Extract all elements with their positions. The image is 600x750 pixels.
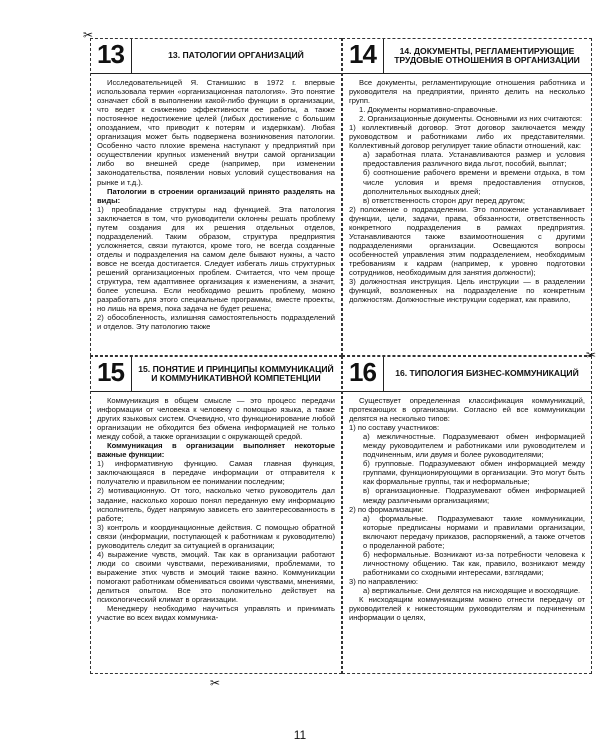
list-item: 2) обособленность, излишняя самостоятельность подразделений и отделов. Эту патологию также bbox=[97, 313, 335, 332]
list-item: 3) по направлению: bbox=[349, 576, 419, 586]
card-16 bbox=[342, 356, 592, 674]
number-box bbox=[91, 357, 132, 391]
card-body bbox=[91, 74, 341, 331]
card-15 bbox=[90, 356, 342, 674]
card-header bbox=[343, 39, 591, 74]
paragraph-heading: Патологии в строении организаций принято разделять на виды: bbox=[97, 186, 335, 205]
list-item: 2) по формализации: bbox=[349, 504, 424, 514]
paragraph: 1. Документы нормативно-справочные. bbox=[359, 105, 498, 115]
paragraph-heading: Коммуникация в организации выполняет некоторые важные функции: bbox=[97, 441, 335, 460]
card-title: 15. ПОНЯТИЕ И ПРИНЦИПЫ КОММУНИКАЦИЙ И КОММУНИКАТИВНОЙ КОМПЕТЕНЦИИ bbox=[138, 363, 334, 383]
card-header bbox=[91, 39, 341, 74]
card-title: 13. ПАТОЛОГИИ ОРГАНИЗАЦИЙ bbox=[168, 50, 304, 61]
card-header bbox=[91, 357, 341, 392]
paragraph: Существует определенная классификация коммуникаций, протекающих в организации. Согласно ей все коммуникации делятся на несколько типов: bbox=[349, 396, 585, 424]
paragraph: К нисходящим коммуникациям можно отнести передачу от руководителей к нижестоящим руководителям и подчиненным информации о целях, bbox=[349, 595, 585, 623]
list-item: 3) должностная инструкция. Цель инструкции — в разделении функций, возложенных на подразделение по конкретным должностям. Должностные инструкции содержат, как правило, bbox=[349, 277, 585, 305]
list-item: 3) контроль и координационные действия. С помощью обратной связи (информации, поступающей к работникам к руководителю) руководитель следит за ситуацией в организации; bbox=[97, 522, 335, 550]
sub-item: а) вертикальные. Они делятся на нисходящие и восходящие. bbox=[363, 585, 581, 595]
sub-item: а) формальные. Подразумевают такие коммуникации, которые предписаны нормами и правилами организации, включают передачу приказов, распоряжений, а также отчетов о проделанной работе; bbox=[363, 513, 585, 550]
paragraph: Все документы, регламентирующие отношения работника и руководителя на предприятии, принято делить на несколько групп. bbox=[349, 78, 585, 106]
card-title: 16. ТИПОЛОГИЯ БИЗНЕС-КОММУНИКАЦИЙ bbox=[395, 368, 579, 379]
card-number: 14 bbox=[349, 39, 376, 69]
card-number: 16 bbox=[349, 357, 376, 387]
card-number: 15 bbox=[97, 357, 124, 387]
card-body bbox=[91, 392, 341, 622]
list-item: 1) преобладание структуры над функцией. Эта патология заключается в том, что руководители склонны решать проблему путем создания для их решения отдельных отделов, подразделений. Таким образом, структура предприятия усложняется, связи путаются, кроме того, не всегда созданные отделы и подразделения на самом деле бывают нужны, а часто вовсе не всегда достигается. Следует избегать лишь структурных решений организационных проблем. Считается, что чем проще структура, тем адаптивнее организация к изменениям, а значит, более успешна. Если необходимо решить проблему, можно разработать для этого специальные программы, вместе проекты, но лишь на время, пока задача не будет решена; bbox=[97, 204, 335, 314]
list-item: 4) выражение чувств, эмоций. Так как в организации работают люди со своими чувствами, переживаниями, проблемами, то выражение этих чувств и эмоций также важно. Коммуникации помогают работникам обмениваться своими чувствами, мнениями, делиться опытом. Все это положительно действует на психологический климат в организации. bbox=[97, 549, 335, 605]
scissors-icon: ✂ bbox=[83, 28, 94, 42]
list-item: 1) по составу участников: bbox=[349, 423, 440, 433]
list-item: 2) мотивационную. От того, насколько четко руководитель дал задание, насколько хорошо понял переданную ему информацию исполнитель, будет напрямую зависеть его заинтересованность в работе; bbox=[97, 486, 335, 523]
card-number: 13 bbox=[97, 39, 124, 69]
sub-item: а) заработная плата. Устанавливаются размер и условия предоставления различного вида льгот, пособий, выплат; bbox=[363, 150, 585, 169]
paragraph: Исследовательницей Я. Станишкис в 1972 г. впервые использовала термин «организационная патология». Это понятие означает сбой в выполнении какой-либо функции в организации, что ведет к снижению эффективности ее работы, а также постоянное недостижение целей (либых достижение с большим опозданием, что приводит к потерям и издержкам). Любая организация может быть подвержена возникновения патологии. Особенно часто плохие времена наступают у предприятий при осуществлении крупных изменений внутри самой организации либо во внешней среде (например, при изменении законодательства, появлении новых условий существования на рынке и т.д.). bbox=[97, 78, 335, 187]
sub-item: а) межличностные. Подразумевают обмен информацией между руководителем и работниками или руководителем и подчиненным, или двумя и более руководителями; bbox=[363, 432, 585, 460]
card-14 bbox=[342, 38, 592, 356]
card-body bbox=[343, 392, 591, 622]
paragraph: Коммуникация в общем смысле — это процесс передачи информации от человека к человеку с помощью языка, а также других языковых систем. Очевидно, что функционирование любой организации не обходится без обмена информацией не только между собой, а также организации с окружающей средой. bbox=[97, 396, 335, 442]
sub-item: в) ответственность сторон друг перед другом; bbox=[363, 195, 526, 205]
card-body bbox=[343, 74, 591, 304]
number-box bbox=[343, 39, 384, 73]
paragraph: Менеджеру необходимо научиться управлять и принимать участие во всех видах коммуника- bbox=[97, 604, 335, 623]
sub-item: в) организационные. Подразумевают обмен информацией между различными организациями; bbox=[363, 486, 585, 505]
paragraph: 2. Организационные документы. Основными из них считаются: bbox=[359, 114, 583, 124]
scissors-icon: ✂ bbox=[210, 676, 221, 690]
list-item: 1) коллективный договор. Этот договор заключается между руководством и работниками либо их представителями. Коллективный договор регулирует такие области отношений, как: bbox=[349, 123, 585, 151]
page-number: 11 bbox=[293, 728, 307, 742]
sub-item: б) неформальные. Возникают из-за потребности человека к личностному общению. Так как, правило, возникают между работниками со сходными интересами, взглядами; bbox=[363, 549, 585, 577]
number-box bbox=[343, 357, 384, 391]
scissors-icon: ✂ bbox=[586, 348, 597, 362]
sub-item: б) соотношение рабочего времени и времени отдыха, в том числе условия и время предоставления отпусков, дополнительных выходных дней; bbox=[363, 168, 585, 196]
number-box bbox=[91, 39, 132, 73]
sub-item: б) групповые. Подразумевают обмен информацией между группами, функционирующими в организации. Это могут быть как формальные группы, так и неформальные; bbox=[363, 459, 585, 487]
card-title: 14. ДОКУМЕНТЫ, РЕГЛАМЕНТИРУЮЩИЕ ТРУДОВЫЕ ОТНОШЕНИЯ В ОРГАНИЗАЦИИ bbox=[394, 45, 580, 65]
card-13 bbox=[90, 38, 342, 356]
card-header bbox=[343, 357, 591, 392]
list-item: 1) информативную функцию. Самая главная функция, заключающаяся в передаче информации от отправителя к получателю и правильном ее понимании последним; bbox=[97, 459, 335, 487]
list-item: 2) положение о подразделении. Это положение устанавливает функции, цели, задачи, права, обязанности, ответственность конкретного подразделения в рамках предприятия. Устанавливаются также взаимоотношения с другими подразделениями организации. Освещаются вопросы особенностей управления этим подразделением, необходимым требованиям к кадрам (например, к уровню подготовки сотрудников, необходимым для занятия должности); bbox=[349, 204, 585, 277]
